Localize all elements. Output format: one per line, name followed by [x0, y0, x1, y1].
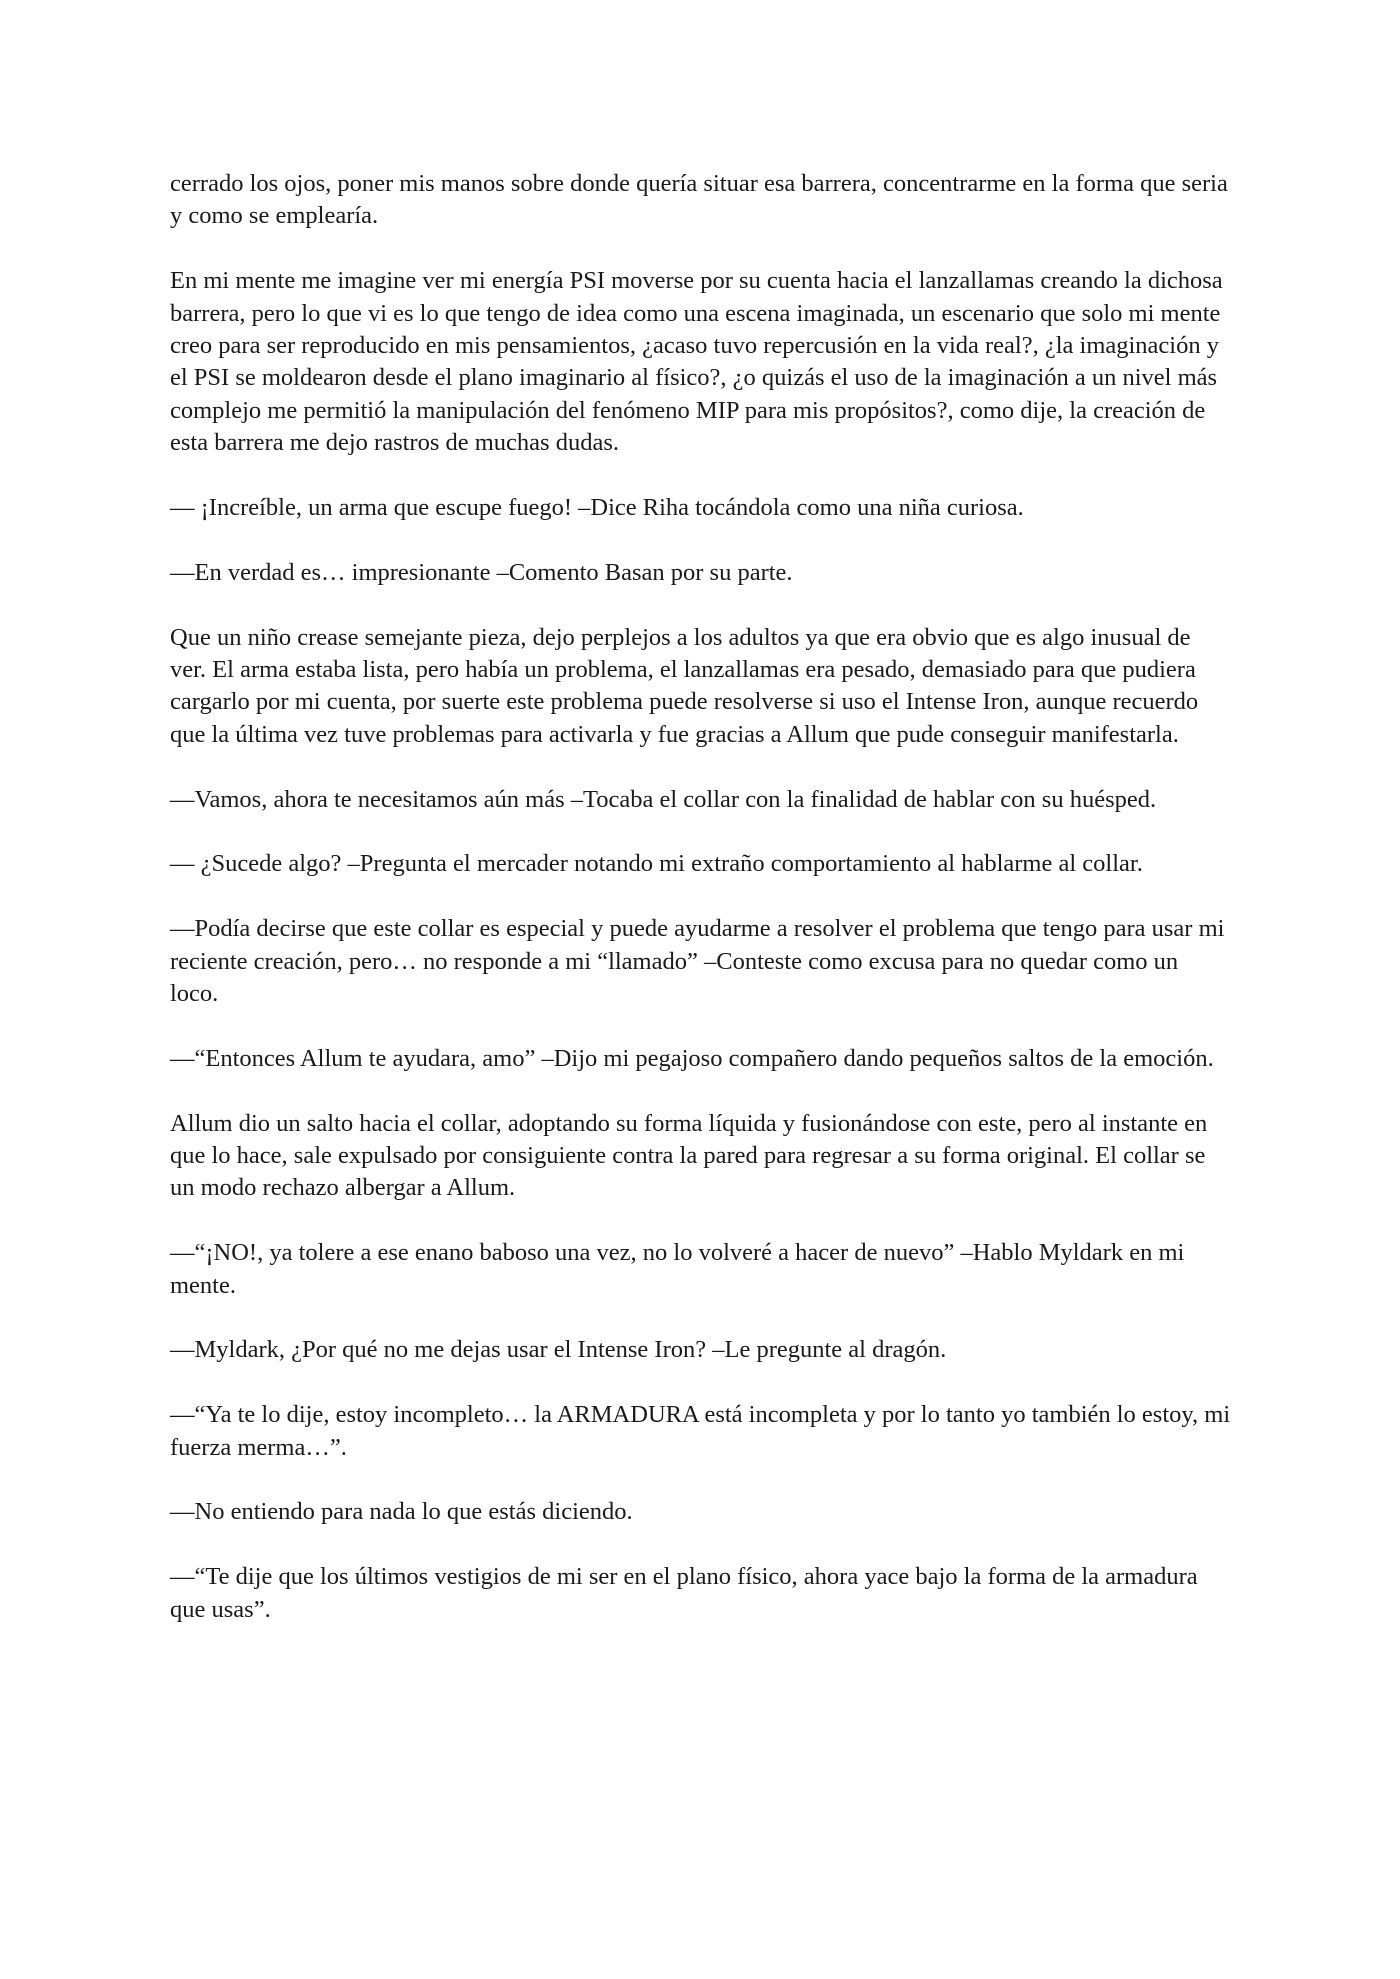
paragraph: Allum dio un salto hacia el collar, adoptando su forma líquida y fusionándose con este, pero al instante en que lo hace, sale expulsado por consiguiente contra la pared para regresar a su forma original. El collar se un modo rechazo albergar a Allum.	[170, 1109, 1208, 1202]
paragraph: —“Ya te lo dije, estoy incompleto… la ARMADURA está incompleta y por lo tanto yo también lo estoy, mi fuerza merma…”.	[170, 1401, 1231, 1461]
paragraph: —“Te dije que los últimos vestigios de mi ser en el plano físico, ahora yace bajo la forma de la armadura que usas”.	[170, 1563, 1198, 1623]
paragraph: —Podía decirse que este collar es especial y puede ayudarme a resolver el problema que tengo para usar mi reciente creación, pero… no responde a mi “llamado” –Conteste como excusa para no quedar como un loco.	[170, 915, 1225, 1008]
paragraph: En mi mente me imagine ver mi energía PSI moverse por su cuenta hacia el lanzallamas creando la dichosa barrera, pero lo que vi es lo que tengo de idea como una escena imaginada, un escenario que solo mi mente creo para ser reproducido en mis pensamientos, ¿acaso tuvo repercusión en la vida real?, ¿la imaginación y el PSI se moldearon desde el plano imaginario al físico?, ¿o quizás el uso de la imaginación a un nivel más complejo me permitió la manipulación del fenómeno MIP para mis propósitos?, como dije, la creación de esta barrera me dejo rastros de muchas dudas.	[170, 267, 1223, 457]
paragraph: —No entiendo para nada lo que estás diciendo.	[170, 1498, 633, 1526]
paragraph: —Myldark, ¿Por qué no me dejas usar el Intense Iron? –Le pregunte al dragón.	[170, 1336, 947, 1364]
paragraph: —“Entonces Allum te ayudara, amo” –Dijo mi pegajoso compañero dando pequeños saltos de la emoción.	[170, 1044, 1214, 1072]
paragraph: —Vamos, ahora te necesitamos aún más –Tocaba el collar con la finalidad de hablar con su huésped.	[170, 785, 1157, 813]
body-text	[170, 168, 1232, 1658]
paragraph: —“¡NO!, ya tolere a ese enano baboso una vez, no lo volveré a hacer de nuevo” –Hablo Myldark en mi mente.	[170, 1239, 1185, 1299]
paragraph: cerrado los ojos, poner mis manos sobre donde quería situar esa barrera, concentrarme en la forma que seria y como se emplearía.	[170, 170, 1228, 230]
paragraph: — ¡Increíble, un arma que escupe fuego! –Dice Riha tocándola como una niña curiosa.	[170, 494, 1024, 522]
paragraph: — ¿Sucede algo? –Pregunta el mercader notando mi extraño comportamiento al hablarme al collar.	[170, 850, 1143, 878]
paragraph: Que un niño crease semejante pieza, dejo perplejos a los adultos ya que era obvio que es algo inusual de ver. El arma estaba lista, pero había un problema, el lanzallamas era pesado, demasiado para que pudiera cargarlo por mi cuenta, por suerte este problema puede resolverse si uso el Intense Iron, aunque recuerdo que la última vez tuve problemas para activarla y fue gracias a Allum que pude conseguir manifestarla.	[170, 623, 1199, 748]
paragraph: —En verdad es… impresionante –Comento Basan por su parte.	[170, 558, 793, 586]
